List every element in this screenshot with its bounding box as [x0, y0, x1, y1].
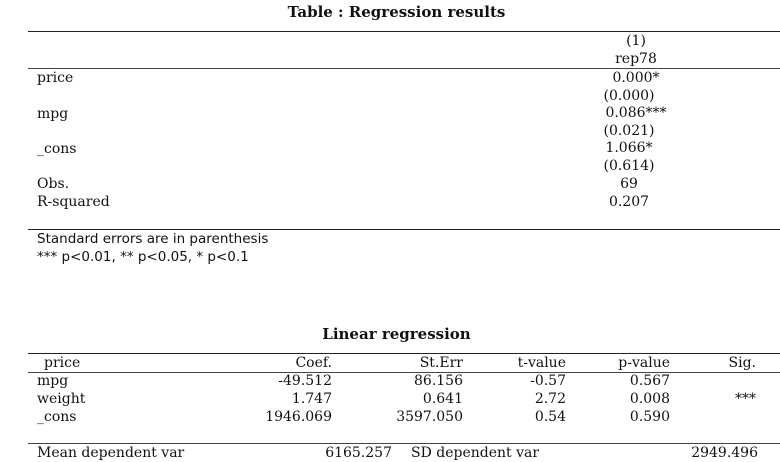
table1-note-significance: *** p<0.01, ** p<0.05, * p<0.1 — [37, 249, 249, 265]
table2-header-coef: Coef. — [295, 355, 332, 371]
table2-row-coef: 1946.069 — [265, 409, 332, 425]
table2-row-p: 0.008 — [629, 391, 670, 407]
table1-row-label: price — [37, 70, 74, 86]
table1-obs-label: Obs. — [37, 176, 70, 192]
table1-col-name: rep78 — [615, 51, 657, 67]
table2-title: Linear regression — [322, 325, 471, 343]
table2-row-var: mpg — [37, 373, 69, 389]
table1-r2-label: R-squared — [37, 194, 110, 210]
table1-r2-value: 0.207 — [608, 194, 650, 210]
table2-header-p: p-value — [618, 355, 670, 371]
table2-mean-value: 6165.257 — [325, 445, 392, 461]
table1-row-se: (0.021) — [603, 123, 655, 139]
table2-top-rule — [28, 353, 780, 354]
table1-bottom-rule — [28, 229, 780, 230]
table2-row-coef: 1.747 — [291, 391, 332, 407]
table2-header-dep: price — [44, 355, 81, 371]
table2-row-t: -0.57 — [530, 373, 566, 389]
table2-row-p: 0.590 — [629, 409, 670, 425]
table2-row-t: 0.54 — [534, 409, 566, 425]
table1-row-label: _cons — [37, 141, 77, 157]
table1-row-se: (0.614) — [603, 158, 655, 174]
table2-row-var: _cons — [37, 409, 77, 425]
table2-sd-label: SD dependent var — [411, 445, 540, 461]
table1-col-number: (1) — [626, 33, 646, 49]
table1-row-coef: 0.086*** — [605, 105, 667, 121]
table1-header-rule — [28, 68, 780, 69]
table1-title: Table : Regression results — [287, 3, 506, 21]
table1-row-label: mpg — [37, 106, 69, 122]
table1-row-se: (0.000) — [603, 88, 655, 104]
table1-row-coef: 1.066* — [605, 140, 653, 156]
table2-row-sig: *** — [735, 391, 756, 407]
table2-row-se: 3597.050 — [396, 409, 463, 425]
table1-obs-value: 69 — [620, 176, 638, 192]
table2-header-se: St.Err — [419, 355, 463, 371]
table2-row-se: 0.641 — [422, 391, 463, 407]
table2-row-t: 2.72 — [534, 391, 566, 407]
table1-top-rule — [28, 31, 780, 32]
table2-footer-rule — [28, 443, 780, 444]
table1-row-coef: 0.000* — [612, 70, 660, 86]
table2-row-var: weight — [37, 391, 86, 407]
table2-sd-value: 2949.496 — [691, 445, 758, 461]
table2-header-sig: Sig. — [728, 355, 756, 371]
table2-header-t: t-value — [517, 355, 566, 371]
table2-row-p: 0.567 — [629, 373, 670, 389]
table1-note-se: Standard errors are in parenthesis — [37, 231, 269, 247]
table2-mean-label: Mean dependent var — [37, 445, 185, 461]
table2-row-coef: -49.512 — [278, 373, 332, 389]
table2-row-se: 86.156 — [414, 373, 463, 389]
